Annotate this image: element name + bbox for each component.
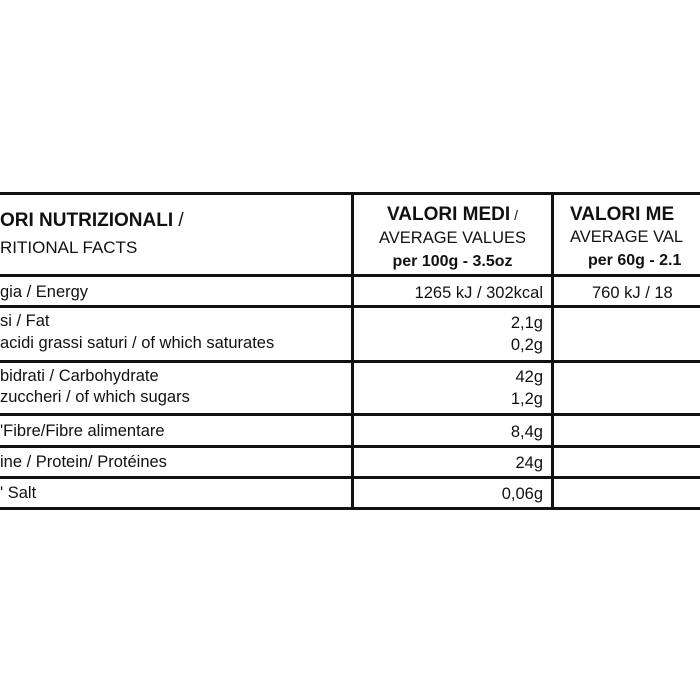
row-label: si / Fat [0,312,50,330]
value-per100: 1265 kJ / 302kcal [354,277,554,305]
value-per60 [554,479,700,507]
value-per100: 42g [515,368,543,386]
header-label-cell [0,195,354,274]
row-sublabel: zuccheri / of which sugars [0,388,190,406]
value-per100: 8,4g [354,416,554,445]
header-per60-portion: per 60g - 2.1 [588,252,682,269]
table-header-row [0,195,700,277]
header-title-en: RITIONAL FACTS [0,238,138,257]
table-row-fat [0,308,700,363]
table-row-fibre [0,416,700,448]
value-per100: 0,06g [354,479,554,507]
value-per60: 760 kJ / 18 [592,284,673,302]
value-per100-sub: 0,2g [510,336,543,354]
header-title-it: ORI NUTRIZIONALI / [0,210,184,231]
row-label: ' Salt [0,484,37,502]
header-per100-cell: VALORI MEDI / AVERAGE VALUES per 100g - 3.5oz [354,195,554,274]
value-per100: 2,1g [510,314,543,332]
table-row-energy [0,277,700,308]
value-per100-sub: 1,2g [510,390,543,408]
value-per60 [554,308,700,360]
row-label: gia / Energy [0,283,89,301]
row-label: bidrati / Carbohydrate [0,367,159,385]
value-per100: 24g [354,448,554,476]
header-per60-sub: AVERAGE VAL [570,228,684,246]
header-per100-portion: per 100g - 3.5oz [392,253,513,270]
table-row-protein [0,448,700,479]
value-per60 [554,416,700,445]
table-row-salt [0,479,700,510]
value-per60 [554,448,700,476]
header-per100-sub: AVERAGE VALUES [378,229,527,247]
value-per60 [554,363,700,413]
header-per60-title: VALORI ME [570,204,675,225]
table-row-carbohydrate [0,363,700,416]
row-sublabel: acidi grassi saturi / of which saturates [0,334,275,352]
header-per60-cell [554,195,700,274]
row-label: ine / Protein/ Protéines [0,453,167,471]
header-per100-title: VALORI MEDI [387,204,511,225]
row-label: 'Fibre/Fibre alimentare [0,422,165,440]
nutrition-table [0,192,700,510]
